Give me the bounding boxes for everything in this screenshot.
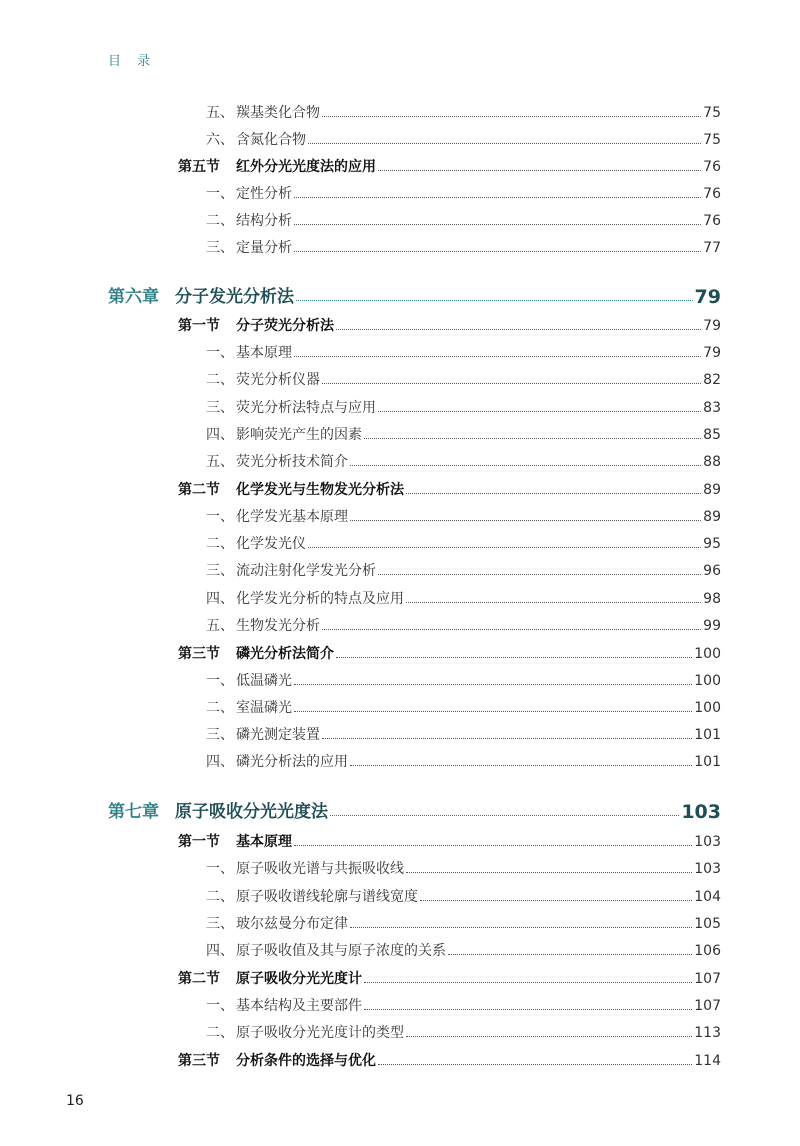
toc-item — [206, 396, 721, 420]
dot-leader — [420, 900, 692, 901]
entry-title: 化学发光基本原理 — [236, 509, 348, 525]
entry-number: 一、 — [206, 673, 234, 689]
entry-number: 五、 — [206, 454, 234, 470]
toc-item — [206, 450, 721, 474]
entry-title: 含氮化合物 — [236, 132, 306, 148]
entry-page: 77 — [703, 240, 721, 256]
entry-number: 第七章 — [108, 802, 159, 822]
entry-page: 79 — [703, 345, 721, 361]
toc-item — [206, 614, 721, 638]
toc-section — [178, 642, 721, 666]
dot-leader — [350, 765, 692, 766]
entry-page: 100 — [694, 673, 721, 689]
dot-leader — [336, 657, 692, 658]
dot-leader — [294, 845, 692, 846]
toc-item — [206, 182, 721, 206]
entry-title: 影响荧光产生的因素 — [236, 427, 362, 443]
entry-number: 二、 — [206, 536, 234, 552]
entry-title: 红外分光光度法的应用 — [236, 159, 376, 175]
entry-number: 五、 — [206, 105, 234, 121]
entry-number: 四、 — [206, 591, 234, 607]
entry-number: 二、 — [206, 213, 234, 229]
entry-page: 79 — [694, 286, 721, 308]
entry-number: 第二节 — [178, 482, 220, 498]
page-number: 16 — [66, 1093, 84, 1109]
toc-item — [206, 669, 721, 693]
toc-item — [206, 750, 721, 774]
entry-page: 76 — [703, 213, 721, 229]
dot-leader — [308, 547, 701, 548]
toc-item — [206, 341, 721, 365]
entry-page: 106 — [694, 943, 721, 959]
toc-item — [206, 236, 721, 260]
dot-leader — [336, 329, 701, 330]
page-header: 目 录 — [108, 54, 157, 69]
entry-number: 三、 — [206, 916, 234, 932]
entry-page: 98 — [703, 591, 721, 607]
entry-title: 化学发光仪 — [236, 536, 306, 552]
dot-leader — [294, 711, 692, 712]
entry-number: 三、 — [206, 727, 234, 743]
entry-page: 82 — [703, 372, 721, 388]
entry-title: 荧光分析仪器 — [236, 372, 320, 388]
entry-title: 化学发光与生物发光分析法 — [236, 482, 404, 498]
dot-leader — [448, 954, 692, 955]
toc-chapter — [108, 798, 721, 826]
dot-leader — [364, 438, 701, 439]
toc-section — [178, 478, 721, 502]
toc-chapter — [108, 283, 721, 311]
entry-title: 磷光分析法简介 — [236, 646, 334, 662]
entry-number: 三、 — [206, 240, 234, 256]
toc-item — [206, 505, 721, 529]
entry-page: 100 — [694, 700, 721, 716]
entry-number: 第三节 — [178, 1053, 220, 1069]
entry-page: 95 — [703, 536, 721, 552]
dot-leader — [322, 383, 701, 384]
entry-page: 105 — [694, 916, 721, 932]
toc-item — [206, 885, 721, 909]
toc-item — [206, 128, 721, 152]
toc-section — [178, 1049, 721, 1073]
entry-page: 107 — [694, 998, 721, 1014]
entry-page: 83 — [703, 400, 721, 416]
entry-page: 85 — [703, 427, 721, 443]
entry-title: 原子吸收分光光度计的类型 — [236, 1025, 404, 1041]
dot-leader — [406, 602, 701, 603]
toc-item — [206, 994, 721, 1018]
dot-leader — [322, 629, 701, 630]
entry-title: 玻尔兹曼分布定律 — [236, 916, 348, 932]
entry-number: 四、 — [206, 427, 234, 443]
entry-number: 第一节 — [178, 318, 220, 334]
dot-leader — [378, 170, 701, 171]
entry-page: 103 — [681, 801, 721, 823]
entry-title: 低温磷光 — [236, 673, 292, 689]
entry-number: 二、 — [206, 889, 234, 905]
entry-page: 75 — [703, 105, 721, 121]
dot-leader — [350, 927, 692, 928]
toc-item — [206, 101, 721, 125]
entry-number: 三、 — [206, 563, 234, 579]
entry-page: 76 — [703, 159, 721, 175]
toc-item — [206, 857, 721, 881]
toc-item — [206, 587, 721, 611]
entry-page: 79 — [703, 318, 721, 334]
entry-page: 99 — [703, 618, 721, 634]
dot-leader — [350, 465, 701, 466]
entry-title: 结构分析 — [236, 213, 292, 229]
entry-title: 生物发光分析 — [236, 618, 320, 634]
entry-title: 分子荧光分析法 — [236, 318, 334, 334]
entry-number: 四、 — [206, 943, 234, 959]
toc-item — [206, 423, 721, 447]
dot-leader — [378, 574, 701, 575]
entry-title: 化学发光分析的特点及应用 — [236, 591, 404, 607]
entry-page: 103 — [694, 834, 721, 850]
entry-title: 磷光分析法的应用 — [236, 754, 348, 770]
entry-page: 113 — [694, 1025, 721, 1041]
toc-item — [206, 696, 721, 720]
dot-leader — [378, 411, 701, 412]
toc-item — [206, 532, 721, 556]
entry-title: 分子发光分析法 — [175, 287, 294, 307]
dot-leader — [294, 197, 701, 198]
entry-title: 原子吸收谱线轮廓与谱线宽度 — [236, 889, 418, 905]
entry-number: 第二节 — [178, 971, 220, 987]
entry-number: 五、 — [206, 618, 234, 634]
dot-leader — [330, 815, 679, 816]
dot-leader — [322, 116, 701, 117]
dot-leader — [406, 1036, 692, 1037]
dot-leader — [350, 520, 701, 521]
entry-page: 89 — [703, 509, 721, 525]
entry-title: 荧光分析法特点与应用 — [236, 400, 376, 416]
dot-leader — [296, 300, 693, 301]
toc-section — [178, 830, 721, 854]
entry-title: 原子吸收分光光度计 — [236, 971, 362, 987]
entry-title: 原子吸收光谱与共振吸收线 — [236, 861, 404, 877]
entry-page: 101 — [694, 727, 721, 743]
entry-number: 第一节 — [178, 834, 220, 850]
entry-number: 第五节 — [178, 159, 220, 175]
dot-leader — [322, 738, 692, 739]
toc-item — [206, 939, 721, 963]
entry-page: 114 — [694, 1053, 721, 1069]
entry-page: 76 — [703, 186, 721, 202]
entry-number: 四、 — [206, 754, 234, 770]
entry-number: 一、 — [206, 345, 234, 361]
toc-item — [206, 368, 721, 392]
toc-section — [178, 155, 721, 179]
entry-page: 101 — [694, 754, 721, 770]
entry-number: 第三节 — [178, 646, 220, 662]
entry-title: 室温磷光 — [236, 700, 292, 716]
entry-title: 定性分析 — [236, 186, 292, 202]
entry-number: 一、 — [206, 861, 234, 877]
entry-page: 107 — [694, 971, 721, 987]
entry-title: 原子吸收分光光度法 — [175, 802, 328, 822]
entry-title: 基本结构及主要部件 — [236, 998, 362, 1014]
entry-number: 六、 — [206, 132, 234, 148]
toc-item — [206, 559, 721, 583]
toc-item — [206, 723, 721, 747]
entry-number: 二、 — [206, 1025, 234, 1041]
entry-page: 104 — [694, 889, 721, 905]
toc-item — [206, 209, 721, 233]
toc-section — [178, 314, 721, 338]
entry-number: 二、 — [206, 700, 234, 716]
entry-title: 羰基类化合物 — [236, 105, 320, 121]
entry-number: 一、 — [206, 509, 234, 525]
entry-page: 103 — [694, 861, 721, 877]
entry-number: 二、 — [206, 372, 234, 388]
dot-leader — [308, 143, 701, 144]
dot-leader — [406, 872, 692, 873]
dot-leader — [406, 493, 701, 494]
entry-title: 基本原理 — [236, 345, 292, 361]
entry-number: 一、 — [206, 186, 234, 202]
entry-title: 磷光测定装置 — [236, 727, 320, 743]
entry-number: 第六章 — [108, 287, 159, 307]
entry-title: 荧光分析技术简介 — [236, 454, 348, 470]
entry-page: 88 — [703, 454, 721, 470]
entry-title: 分析条件的选择与优化 — [236, 1053, 376, 1069]
entry-number: 一、 — [206, 998, 234, 1014]
toc-section — [178, 967, 721, 991]
entry-page: 89 — [703, 482, 721, 498]
entry-title: 基本原理 — [236, 834, 292, 850]
dot-leader — [378, 1064, 692, 1065]
dot-leader — [294, 251, 701, 252]
dot-leader — [294, 684, 692, 685]
toc-item — [206, 912, 721, 936]
toc-item — [206, 1021, 721, 1045]
entry-title: 流动注射化学发光分析 — [236, 563, 376, 579]
dot-leader — [294, 224, 701, 225]
entry-page: 96 — [703, 563, 721, 579]
entry-number: 三、 — [206, 400, 234, 416]
dot-leader — [364, 982, 692, 983]
dot-leader — [364, 1009, 692, 1010]
entry-title: 定量分析 — [236, 240, 292, 256]
entry-page: 100 — [694, 646, 721, 662]
entry-page: 75 — [703, 132, 721, 148]
dot-leader — [294, 356, 701, 357]
entry-title: 原子吸收值及其与原子浓度的关系 — [236, 943, 446, 959]
